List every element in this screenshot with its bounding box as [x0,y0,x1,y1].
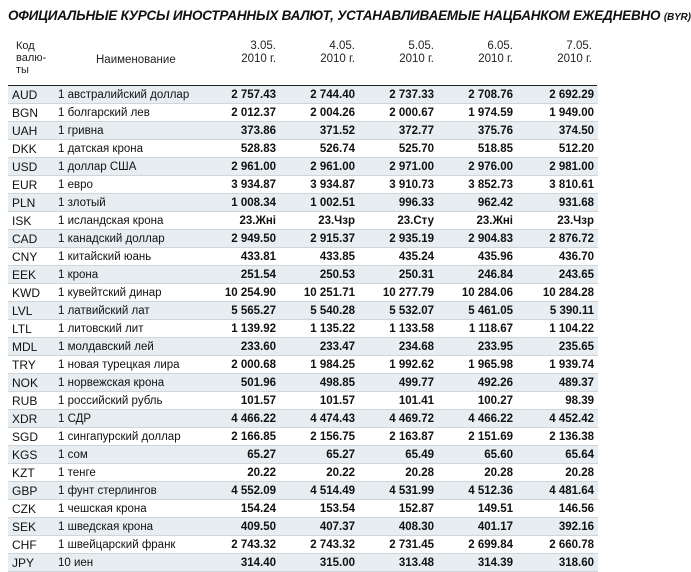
table-row [8,302,598,320]
table-row [8,194,598,212]
rate-value: 2 744.40 [282,86,361,104]
currency-code: LVL [8,302,58,320]
rate-value: 433.81 [203,248,282,266]
rate-value: 436.70 [519,248,598,266]
rate-value: 372.77 [361,122,440,140]
header-code-line1: Код [16,40,35,52]
rate-value: 3 934.87 [282,176,361,194]
rate-value: 4 514.49 [282,482,361,500]
table-row [8,410,598,428]
rate-value: 492.26 [440,374,519,392]
currency-code: UAH [8,122,58,140]
table-row [8,428,598,446]
currency-code: JPY [8,554,58,572]
table-row [8,158,598,176]
currency-name: 10 иен [58,554,203,572]
currency-code: XDR [8,410,58,428]
rate-value: 1 135.22 [282,320,361,338]
rate-value: 433.85 [282,248,361,266]
currency-name: 1 тенге [58,464,203,482]
currency-name: 1 крона [58,266,203,284]
rate-value: 314.39 [440,554,519,572]
table-row [8,446,598,464]
table-row [8,284,598,302]
header-date-day: 7.05. [566,40,592,52]
header-date-day: 4.05. [329,40,355,52]
rate-value: 528.83 [203,140,282,158]
rate-value: 2 004.26 [282,104,361,122]
rate-value: 20.28 [440,464,519,482]
currency-code: CHF [8,536,58,554]
rate-value: 4 466.22 [440,410,519,428]
rate-value: 3 910.73 [361,176,440,194]
rate-value: 2 692.29 [519,86,598,104]
rate-value: 2 012.37 [203,104,282,122]
rate-value: 526.74 [282,140,361,158]
rate-value: 101.41 [361,392,440,410]
rate-value: 234.68 [361,338,440,356]
currency-name: 1 кувейтский динар [58,284,203,302]
currency-name: 1 австралийский доллар [58,86,203,104]
rate-value: 246.84 [440,266,519,284]
title-text: ОФИЦИАЛЬНЫЕ КУРСЫ ИНОСТРАННЫХ ВАЛЮТ, УСТАНАВЛИВАЕМЫЕ НАЦБАНКОМ ЕЖЕДНЕВНО [8,8,661,23]
table-row [8,500,598,518]
currency-name: 1 норвежская крона [58,374,203,392]
currency-name: 1 фунт стерлингов [58,482,203,500]
currency-name: 1 доллар США [58,158,203,176]
rate-value: 20.28 [519,464,598,482]
header-date-3 [362,40,434,66]
rate-value: 1 992.62 [361,356,440,374]
rate-value: 407.37 [282,518,361,536]
rate-value: 4 466.22 [203,410,282,428]
rate-value: 250.53 [282,266,361,284]
page-title [8,8,691,23]
table-row [8,554,598,572]
header-date-year: 2010 г. [478,53,513,65]
header-date-4 [441,40,513,66]
rate-value: 101.57 [203,392,282,410]
rate-value: 10 277.79 [361,284,440,302]
rate-value: 5 565.27 [203,302,282,320]
currency-name: 1 китайский юань [58,248,203,266]
rate-value: 501.96 [203,374,282,392]
header-code-line2: валю- [16,52,47,64]
rate-value: 1 118.67 [440,320,519,338]
rate-value: 3 852.73 [440,176,519,194]
rate-value: 408.30 [361,518,440,536]
rate-value: 2 737.33 [361,86,440,104]
rate-value: 4 512.36 [440,482,519,500]
rate-value: 5 540.28 [282,302,361,320]
currency-code: SGD [8,428,58,446]
currency-code: CAD [8,230,58,248]
currency-code: LTL [8,320,58,338]
rates-table [8,86,598,572]
currency-name: 1 гривна [58,122,203,140]
rate-value: 1 974.59 [440,104,519,122]
header-date-2 [283,40,355,66]
rate-value: 1 984.25 [282,356,361,374]
currency-code: ISK [8,212,58,230]
table-row [8,248,598,266]
rate-value: 2 731.45 [361,536,440,554]
header-date-year: 2010 г. [320,53,355,65]
currency-code: TRY [8,356,58,374]
table-row [8,392,598,410]
rate-value: 3 934.87 [203,176,282,194]
rate-value: 931.68 [519,194,598,212]
currency-code: AUD [8,86,58,104]
rate-value: 4 452.42 [519,410,598,428]
currency-code: CZK [8,500,58,518]
table-row [8,266,598,284]
currency-code: NOK [8,374,58,392]
table-row [8,518,598,536]
rate-value: 315.00 [282,554,361,572]
rate-value: 23.Сту [361,212,440,230]
rate-value: 2 976.00 [440,158,519,176]
rate-value: 153.54 [282,500,361,518]
table-row [8,374,598,392]
rate-value: 243.65 [519,266,598,284]
rate-value: 435.24 [361,248,440,266]
currency-name: 1 новая турецкая лира [58,356,203,374]
currency-code: SEK [8,518,58,536]
table-row [8,176,598,194]
rate-value: 4 474.43 [282,410,361,428]
rate-value: 373.86 [203,122,282,140]
rate-value: 65.27 [203,446,282,464]
rate-value: 2 743.32 [203,536,282,554]
rate-value: 2 163.87 [361,428,440,446]
rate-value: 233.47 [282,338,361,356]
currency-name: 1 сингапурский доллар [58,428,203,446]
table-row [8,140,598,158]
currency-code: PLN [8,194,58,212]
rate-value: 20.22 [203,464,282,482]
rate-value: 2 166.85 [203,428,282,446]
rate-value: 152.87 [361,500,440,518]
header-date-day: 6.05. [487,40,513,52]
rate-value: 1 008.34 [203,194,282,212]
rate-value: 5 390.11 [519,302,598,320]
header-date-day: 5.05. [408,40,434,52]
rate-value: 1 939.74 [519,356,598,374]
rate-value: 2 981.00 [519,158,598,176]
rate-value: 525.70 [361,140,440,158]
currency-code: KGS [8,446,58,464]
table-row [8,86,598,104]
table-row [8,122,598,140]
currency-code: RUB [8,392,58,410]
currency-code: KZT [8,464,58,482]
rate-value: 23.Жні [203,212,282,230]
currency-name: 1 канадский доллар [58,230,203,248]
rate-value: 233.60 [203,338,282,356]
rate-value: 65.60 [440,446,519,464]
title-unit: (BYR) [663,12,691,23]
rate-value: 318.60 [519,554,598,572]
currency-name: 1 молдавский лей [58,338,203,356]
currency-code: DKK [8,140,58,158]
rate-value: 313.48 [361,554,440,572]
currency-name: 1 евро [58,176,203,194]
currency-name: 1 литовский лит [58,320,203,338]
rate-value: 1 139.92 [203,320,282,338]
rate-value: 2 136.38 [519,428,598,446]
rate-value: 2 949.50 [203,230,282,248]
rate-value: 518.85 [440,140,519,158]
rate-value: 65.64 [519,446,598,464]
rate-value: 23.Чзр [282,212,361,230]
table-row [8,320,598,338]
rate-value: 10 284.06 [440,284,519,302]
rate-value: 401.17 [440,518,519,536]
currency-code: USD [8,158,58,176]
header-date-1 [204,40,276,66]
header-date-day: 3.05. [250,40,276,52]
currency-code: KWD [8,284,58,302]
currency-code: EEK [8,266,58,284]
rate-value: 5 461.05 [440,302,519,320]
rate-value: 996.33 [361,194,440,212]
table-row [8,104,598,122]
rate-value: 435.96 [440,248,519,266]
rate-value: 392.16 [519,518,598,536]
rate-value: 10 284.28 [519,284,598,302]
rate-value: 233.95 [440,338,519,356]
rate-value: 1 104.22 [519,320,598,338]
rate-value: 2 971.00 [361,158,440,176]
rate-value: 10 251.71 [282,284,361,302]
rate-value: 65.27 [282,446,361,464]
rate-value: 2 000.68 [203,356,282,374]
rate-value: 2 961.00 [282,158,361,176]
currency-name: 1 швейцарский франк [58,536,203,554]
header-name: Наименование [96,54,176,66]
currency-code: MDL [8,338,58,356]
table-row [8,338,598,356]
rate-value: 371.52 [282,122,361,140]
rate-value: 2 699.84 [440,536,519,554]
rate-value: 3 810.61 [519,176,598,194]
rate-value: 2 151.69 [440,428,519,446]
header-date-year: 2010 г. [557,53,592,65]
rate-value: 1 133.58 [361,320,440,338]
rate-value: 2 876.72 [519,230,598,248]
rate-value: 409.50 [203,518,282,536]
rate-value: 149.51 [440,500,519,518]
rate-value: 499.77 [361,374,440,392]
currency-code: BGN [8,104,58,122]
rate-value: 2 904.83 [440,230,519,248]
rate-value: 98.39 [519,392,598,410]
rate-value: 1 002.51 [282,194,361,212]
rate-value: 251.54 [203,266,282,284]
rate-value: 101.57 [282,392,361,410]
rate-value: 10 254.90 [203,284,282,302]
rate-value: 250.31 [361,266,440,284]
rate-value: 2 757.43 [203,86,282,104]
rate-value: 2 935.19 [361,230,440,248]
rate-value: 20.28 [361,464,440,482]
rate-value: 20.22 [282,464,361,482]
rate-value: 1 949.00 [519,104,598,122]
rate-value: 2 915.37 [282,230,361,248]
table-row [8,356,598,374]
currency-code: EUR [8,176,58,194]
header-date-year: 2010 г. [399,53,434,65]
rate-value: 23.Жні [440,212,519,230]
rate-value: 2 743.32 [282,536,361,554]
rate-value: 4 552.09 [203,482,282,500]
rate-value: 2 708.76 [440,86,519,104]
rate-value: 154.24 [203,500,282,518]
rate-value: 100.27 [440,392,519,410]
currency-code: GBP [8,482,58,500]
header-date-year: 2010 г. [241,53,276,65]
currency-name: 1 злотый [58,194,203,212]
table-row [8,536,598,554]
currency-name: 1 российский рубль [58,392,203,410]
rate-value: 1 965.98 [440,356,519,374]
rate-value: 512.20 [519,140,598,158]
currency-code: CNY [8,248,58,266]
currency-name: 1 латвийский лат [58,302,203,320]
rate-value: 2 660.78 [519,536,598,554]
table-row [8,482,598,500]
rate-value: 2 156.75 [282,428,361,446]
rate-value: 4 531.99 [361,482,440,500]
rates-table-body [8,86,598,572]
currency-name: 1 датская крона [58,140,203,158]
currency-name: 1 болгарский лев [58,104,203,122]
currency-name: 1 чешская крона [58,500,203,518]
table-row [8,212,598,230]
rate-value: 962.42 [440,194,519,212]
rate-value: 314.40 [203,554,282,572]
header-date-5 [520,40,592,66]
rate-value: 4 481.64 [519,482,598,500]
header-code [16,40,50,76]
rate-value: 2 000.67 [361,104,440,122]
header-code-line3: ты [16,64,29,76]
rate-value: 498.85 [282,374,361,392]
rate-value: 2 961.00 [203,158,282,176]
currency-name: 1 сом [58,446,203,464]
currency-name: 1 исландская крона [58,212,203,230]
rate-value: 5 532.07 [361,302,440,320]
rate-value: 375.76 [440,122,519,140]
table-row [8,230,598,248]
rate-value: 65.49 [361,446,440,464]
rate-value: 146.56 [519,500,598,518]
table-row [8,464,598,482]
rate-value: 4 469.72 [361,410,440,428]
currency-name: 1 шведская крона [58,518,203,536]
rate-value: 23.Чзр [519,212,598,230]
rate-value: 489.37 [519,374,598,392]
rate-value: 235.65 [519,338,598,356]
rate-value: 374.50 [519,122,598,140]
currency-name: 1 СДР [58,410,203,428]
